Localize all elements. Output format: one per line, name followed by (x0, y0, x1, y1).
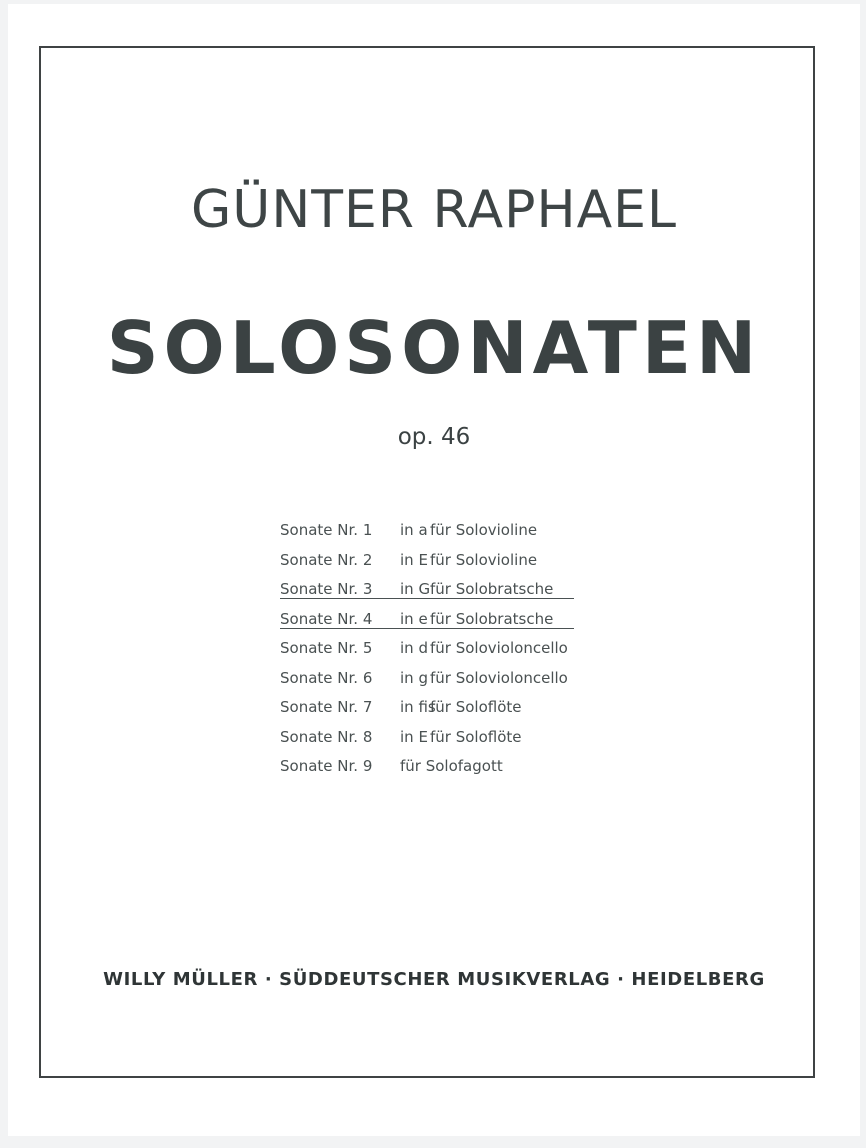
sonata-instrument: für Solofagott (400, 757, 503, 775)
sonata-number: Sonate Nr. 4 (280, 609, 373, 628)
sonata-key: in g (400, 668, 428, 687)
sonata-instrument: für Solovioline (430, 550, 538, 569)
sonata-number: Sonate Nr. 8 (280, 727, 373, 746)
sonata-key: in E (400, 727, 428, 746)
sonata-key: in E (400, 550, 428, 569)
score-cover-page (8, 4, 860, 1136)
sonata-number: Sonate Nr. 1 (280, 521, 373, 539)
sonata-instrument: für Solobratsche (430, 580, 554, 598)
publisher-imprint: WILLY MÜLLER · SÜDDEUTSCHER MUSIKVERLAG · HEIDELBERG (103, 969, 765, 990)
sonata-number: Sonate Nr. 7 (280, 698, 373, 716)
sonata-number: Sonate Nr. 2 (280, 550, 373, 569)
sonata-instrument: für Solovioloncello (430, 668, 568, 687)
sonata-instrument: für Soloflöte (430, 698, 522, 716)
sonata-key: in fis (400, 698, 436, 716)
sonata-number: Sonate Nr. 9 (280, 757, 373, 775)
sonata-instrument: für Solovioloncello (430, 639, 568, 657)
sonata-instrument: für Solobratsche (430, 609, 554, 628)
sonata-instrument: für Solovioline (430, 521, 538, 539)
sonata-number: Sonate Nr. 6 (280, 668, 373, 687)
sonata-number: Sonate Nr. 3 (280, 580, 373, 598)
opus-number: op. 46 (397, 424, 471, 450)
work-title: SOLOSONATEN (106, 306, 762, 390)
sonata-key: in d (400, 639, 428, 657)
sonata-key: in G (400, 580, 431, 598)
sonata-number: Sonate Nr. 5 (280, 639, 373, 657)
composer-name: GÜNTER RAPHAEL (191, 180, 677, 240)
sonata-key: in e (400, 609, 428, 628)
sonata-key: in a (400, 521, 428, 539)
sonata-instrument: für Soloflöte (430, 727, 522, 746)
